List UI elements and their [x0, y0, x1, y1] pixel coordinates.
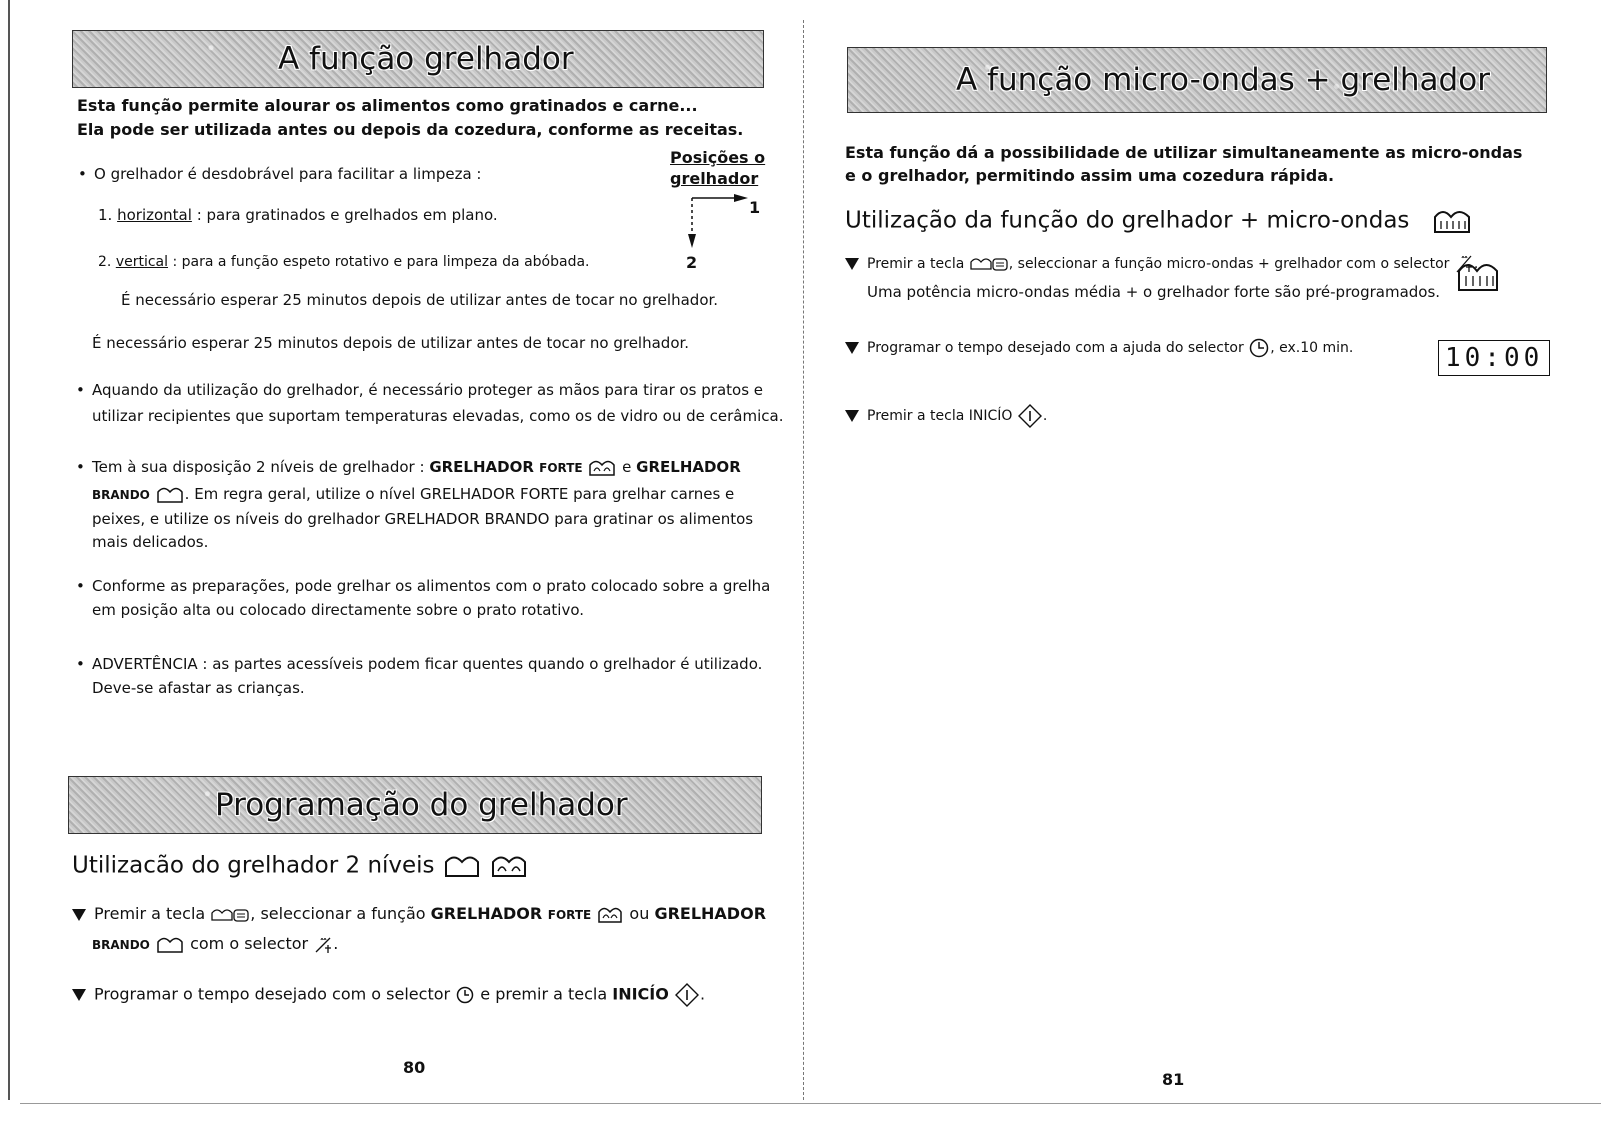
- banner-title: A função grelhador: [278, 41, 574, 77]
- step-3: [845, 403, 1047, 429]
- levels-brando: BRANDO: [92, 488, 150, 502]
- item2-term: vertical: [115, 254, 169, 270]
- positions-label-2: grelhador: [670, 169, 759, 188]
- start-icon: [674, 982, 700, 1008]
- item-vertical: [98, 250, 590, 274]
- step-2: [72, 982, 705, 1008]
- step1-text-b: , seleccionar a função micro-ondas + grelhador com o selector: [1008, 256, 1454, 272]
- intro-line-2: Ela pode ser utilizada antes ou depois da cozedura, conforme as receitas.: [77, 120, 744, 139]
- bullet-levels: [92, 455, 741, 480]
- grill-strong-icon: [587, 457, 617, 479]
- banner-title: A função micro-ondas + grelhador: [956, 62, 1490, 98]
- bullet-fold: • O grelhador é desdobrável para facilitar a limpeza :: [94, 162, 481, 186]
- wait-note-1: É necessário esperar 25 minutos depois de utilizar antes de tocar no grelhador.: [121, 291, 719, 309]
- step-1: [845, 252, 1478, 276]
- bullet-prep-2: em posição alta ou colocado directamente sobre o prato rotativo.: [92, 601, 584, 619]
- levels-line-2: [92, 482, 734, 507]
- step2-text-c: .: [699, 984, 706, 1004]
- step1-forte: FORTE: [547, 908, 592, 922]
- step-marker-icon: [72, 989, 86, 1001]
- levels-text-b: . Em regra geral, utilize o nível GRELHADOR FORTE para grelhar carnes e: [184, 485, 735, 503]
- right-page: [800, 0, 1601, 1131]
- step-1: [72, 902, 766, 927]
- microwave-grill-icon: [1431, 206, 1475, 236]
- clock-icon: [1248, 337, 1270, 359]
- step2-text-b: , ex.10 min.: [1270, 340, 1354, 356]
- positions-label-1: Posições o: [670, 148, 766, 167]
- grill-soft-icon: [442, 852, 482, 880]
- step1-text-d: .: [333, 934, 339, 953]
- bullet-protect-2: utilizar recipientes que suportam temperaturas elevadas, como os de vidro ou de cerâmica.: [92, 407, 784, 425]
- step-1-line-2: Uma potência micro-ondas média + o grelhador forte são pré-programados.: [867, 283, 1441, 301]
- grill-strong-icon: [596, 904, 624, 926]
- step1-text-b: , seleccionar a função: [250, 904, 431, 923]
- step1-text-a: Premir a tecla: [867, 256, 969, 272]
- step1-text-a: Premir a tecla: [94, 904, 211, 923]
- grill-soft-icon: [155, 934, 185, 956]
- grill-key-icon: [969, 255, 1009, 273]
- step2-text-a: Programar o tempo desejado com o selector: [94, 984, 456, 1004]
- intro-line-1: Esta função permite alourar os alimentos como gratinados e carne...: [77, 96, 698, 115]
- step2-text-b: e premir a tecla: [475, 984, 613, 1004]
- levels-grelhador-2: GRELHADOR: [636, 458, 741, 476]
- step1-grelhador-2: GRELHADOR: [654, 904, 767, 923]
- step1-brando: BRANDO: [92, 938, 150, 952]
- banner-grill-function: [72, 30, 764, 88]
- levels-grelhador-1: GRELHADOR: [429, 458, 540, 476]
- step2-text-a: Programar o tempo desejado com a ajuda do selector: [867, 340, 1249, 356]
- clock-icon: [455, 985, 475, 1005]
- grill-soft-icon: [155, 484, 185, 506]
- start-icon: [1017, 403, 1043, 429]
- heading-text: Utilizacão do grelhador 2 níveis: [72, 852, 435, 879]
- item-horizontal: [98, 203, 498, 227]
- position-1-label: 1: [749, 198, 761, 217]
- item1-text: : para gratinados e grelhados em plano.: [191, 206, 498, 224]
- intro-line-2: e o grelhador, permitindo assim uma cozedura rápida.: [845, 166, 1335, 185]
- levels-text-a: Tem à sua disposição 2 níveis de grelhador :: [92, 458, 430, 476]
- position-2-label: 2: [686, 253, 698, 272]
- step1-ou: ou: [624, 904, 655, 923]
- grill-key-icon: [210, 906, 250, 924]
- wait-note-2: É necessário esperar 25 minutos depois de utilizar antes de tocar no grelhador.: [92, 334, 690, 352]
- item2-text: : para a função espeto rotativo e para limpeza da abóbada.: [168, 254, 590, 270]
- levels-line-4: mais delicados.: [92, 533, 209, 551]
- step-1-line-2: [92, 932, 338, 957]
- step-marker-icon: [845, 258, 859, 270]
- step1-grelhador: GRELHADOR: [430, 904, 548, 923]
- levels-forte: FORTE: [539, 461, 583, 475]
- banner-grill-programming: [68, 776, 762, 834]
- levels-line-3: peixes, e utilize os níveis do grelhador GRELHADOR BRANDO para gratinar os alimentos: [92, 510, 754, 528]
- intro-line-1: Esta função dá a possibilidade de utilizar simultaneamente as micro-ondas: [845, 143, 1523, 162]
- page-number: 81: [1162, 1070, 1185, 1089]
- time-display: 10:00: [1438, 340, 1550, 376]
- selector-dial-icon: [313, 935, 333, 955]
- step3-text-a: Premir a tecla: [867, 408, 969, 424]
- step3-inicio: INICÍO: [968, 408, 1013, 424]
- item2-num: 2.: [98, 254, 112, 270]
- microwave-grill-icon: [1455, 258, 1503, 294]
- bullet-warning-1: • ADVERTÊNCIA : as partes acessíveis podem ficar quentes quando o grelhador é utilizado.: [92, 652, 762, 676]
- levels-e: e: [617, 458, 637, 476]
- item1-num: 1.: [98, 206, 113, 224]
- left-page: [0, 0, 800, 1131]
- banner-microwave-grill: [847, 47, 1547, 113]
- banner2-title: Programação do grelhador: [215, 787, 628, 823]
- section-heading: [845, 206, 1475, 236]
- page-number: 80: [403, 1058, 426, 1077]
- bullet-warning-2: Deve-se afastar as crianças.: [92, 679, 305, 697]
- section-heading: [72, 852, 529, 880]
- item1-term: horizontal: [117, 206, 192, 224]
- grill-strong-icon: [489, 852, 529, 880]
- step-marker-icon: [72, 909, 86, 921]
- step-marker-icon: [845, 410, 859, 422]
- bullet-protect-1: • Aquando da utilização do grelhador, é necessário proteger as mãos para tirar os pratos e: [92, 378, 763, 402]
- step2-inicio: INICÍO: [612, 984, 669, 1004]
- step-marker-icon: [845, 342, 859, 354]
- heading-text: Utilização da função do grelhador + micro-ondas: [845, 207, 1410, 234]
- bullet-prep-1: • Conforme as preparações, pode grelhar os alimentos com o prato colocado sobre a grelha: [92, 574, 770, 598]
- step-2: [845, 336, 1353, 360]
- step1-text-c: .: [1473, 256, 1479, 272]
- step3-text-b: .: [1042, 408, 1048, 424]
- step1-text-c: com o selector: [184, 934, 314, 953]
